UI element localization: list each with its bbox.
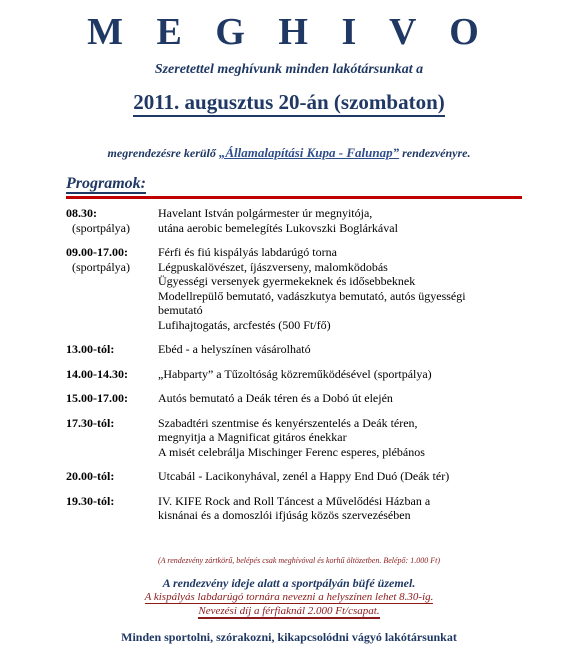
schedule-time-text: 17.30-tól: bbox=[66, 415, 115, 430]
schedule-row bbox=[66, 416, 536, 460]
programs-heading-text: Programok: bbox=[66, 175, 146, 192]
schedule-description bbox=[158, 245, 536, 332]
schedule-line: megnyitja a Magnificat gitáros énekkar bbox=[158, 430, 347, 444]
schedule-line: Autós bemutató a Deák téren és a Dobó út elején bbox=[158, 391, 393, 405]
schedule-time-text: 14.00-14.30: bbox=[66, 366, 128, 381]
schedule-time bbox=[66, 245, 158, 332]
schedule-time bbox=[66, 367, 158, 382]
schedule-time bbox=[66, 494, 158, 523]
schedule-line: bemutató bbox=[158, 303, 203, 317]
programs-heading bbox=[66, 175, 146, 193]
event-name: „Államalapítási Kupa - Falunap” bbox=[218, 145, 400, 160]
schedule-time bbox=[66, 469, 158, 484]
schedule-list bbox=[66, 206, 536, 523]
registration-notice-text: A kispályás labdarúgó tornára nevezni a helyszínen lehet 8.30-ig. bbox=[144, 591, 434, 603]
admission-note: (A rendezvény zártkörű, belépés csak meghívóval és korhű öltözetben. Belépő: 1.000 Ft) bbox=[158, 556, 440, 565]
schedule-time-text: 13.00-tól: bbox=[66, 342, 115, 356]
schedule-line: Utcabál - Lacikonyhával, zenél a Happy End Duó (Deák tér) bbox=[158, 469, 450, 483]
schedule-line: utána aerobic bemelegítés Lukovszki Boglárkával bbox=[158, 220, 398, 235]
schedule-row bbox=[66, 245, 536, 332]
event-date bbox=[0, 90, 578, 115]
closing-line: Minden sportolni, szórakozni, kikapcsolódni vágyó lakótársunkat bbox=[121, 630, 457, 644]
event-suffix: rendezvényre. bbox=[399, 146, 471, 160]
schedule-time bbox=[66, 416, 158, 460]
registration-notice bbox=[0, 591, 578, 603]
schedule-description bbox=[158, 469, 536, 484]
schedule-line: Havelant István polgármester úr megnyitója, bbox=[158, 206, 373, 220]
event-line bbox=[0, 145, 578, 161]
schedule-line: Ügyességi versenyek gyermekeknek és idősebbeknek bbox=[158, 274, 416, 288]
schedule-row bbox=[66, 367, 536, 382]
schedule-time-text: 09.00-17.00: bbox=[66, 245, 128, 259]
programs-divider bbox=[66, 196, 522, 199]
schedule-place: (sportpálya) bbox=[72, 259, 130, 274]
buffet-notice: A rendezvény ideje alatt a sportpályán büfé üzemel. bbox=[162, 576, 416, 590]
registration-fee bbox=[0, 605, 578, 617]
schedule-time bbox=[66, 342, 158, 357]
schedule-time-text: 19.30-tól: bbox=[66, 493, 115, 508]
schedule-time-text: 15.00-17.00: bbox=[66, 391, 128, 405]
schedule-place: (sportpálya) bbox=[72, 220, 130, 235]
schedule-line: „Habparty” a Tűzoltóság közreműködésével (sportpálya) bbox=[158, 366, 432, 381]
schedule-description bbox=[158, 342, 536, 357]
schedule-time-text: 20.00-tól: bbox=[66, 469, 115, 483]
page-title: M E G H I V O bbox=[87, 11, 491, 53]
event-date-text: 2011. augusztus 20-án (szombaton) bbox=[133, 90, 445, 117]
schedule-time-text: 08.30: bbox=[66, 206, 97, 220]
schedule-row bbox=[66, 206, 536, 235]
schedule-line: Férfi és fiú kispályás labdarúgó torna bbox=[158, 245, 337, 259]
schedule-description bbox=[158, 391, 536, 406]
schedule-row bbox=[66, 469, 536, 484]
schedule-line: Szabadtéri szentmise és kenyérszentelés a Deák téren, bbox=[158, 415, 418, 430]
schedule-description bbox=[158, 416, 536, 460]
schedule-description bbox=[158, 494, 536, 523]
schedule-time bbox=[66, 206, 158, 235]
schedule-line: A misét celebrálja Mischinger Ferenc esperes, plébános bbox=[158, 444, 425, 459]
schedule-description bbox=[158, 367, 536, 382]
invitation-subtitle: Szeretettel meghívunk minden lakótársunkat a bbox=[154, 62, 424, 77]
schedule-row bbox=[66, 391, 536, 406]
schedule-line: Ebéd - a helyszínen vásárolható bbox=[158, 342, 311, 356]
schedule-row bbox=[66, 342, 536, 357]
schedule-line: Lufihajtogatás, arcfestés (500 Ft/fő) bbox=[158, 317, 331, 332]
event-prefix: megrendezésre kerülő bbox=[107, 146, 219, 160]
schedule-line: Modellrepülő bemutató, vadászkutya bemutató, autós ügyességi bbox=[158, 288, 466, 303]
schedule-row bbox=[66, 494, 536, 523]
schedule-line: Légpuskalövészet, íjászverseny, malomködobás bbox=[158, 259, 388, 274]
schedule-description bbox=[158, 206, 536, 235]
schedule-time bbox=[66, 391, 158, 406]
schedule-line: kisnánai és a domoszlói ifjúság közös szervezésében bbox=[158, 508, 411, 522]
registration-fee-text: Nevezési díj a férfiaknál 2.000 Ft/csapat. bbox=[198, 605, 380, 617]
schedule-line: IV. KIFE Rock and Roll Táncest a Művelődési Házban a bbox=[158, 493, 431, 508]
